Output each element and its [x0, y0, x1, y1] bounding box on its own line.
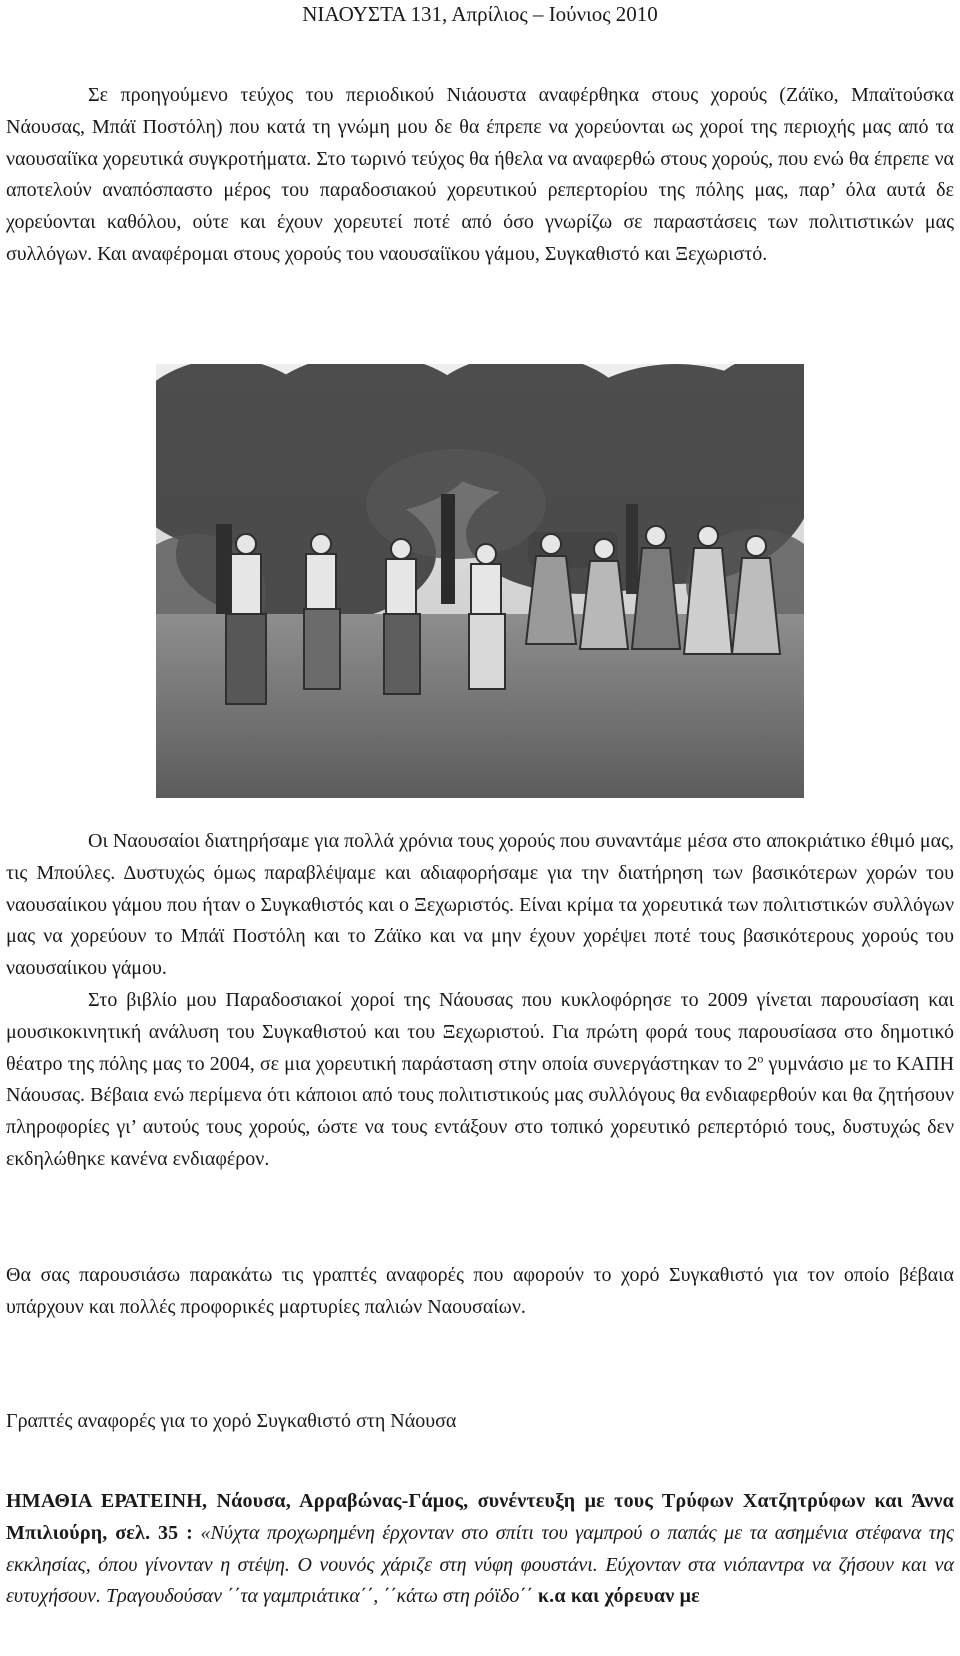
ordinal-superscript: ο	[757, 1050, 764, 1065]
paragraph-book-text: Στο βιβλίο μου Παραδοσιακοί χοροί της Νάουσας που κυκλοφόρησε το 2009 γίνεται παρουσίαση και μουσικοκινητική ανάλυση του Συγκαθιστού και του Ξεχωριστού. Για πρώτη φορά τους παρουσίασα στο δημοτικό θέατρο της πόλης μας το 2004, σε μια χορευτική παράσταση στην οποία συνεργάστηκαν το 2	[6, 989, 954, 1075]
citation-tail: κ.α και χόρευαν με	[532, 1585, 700, 1608]
dancers-photo	[156, 364, 804, 798]
citation-paragraph	[6, 1486, 954, 1613]
section-heading: Γραπτές αναφορές για το χορό Συγκαθιστό στη Νάουσα	[6, 1410, 457, 1432]
paragraph-written-references: Θα σας παρουσιάσω παρακάτω τις γραπτές αναφορές που αφορούν το χορό Συγκαθιστό για τον οποίο βέβαια υπάρχουν και πολλές προφορικές μαρτυρίες παλιών Ναουσαίων.	[6, 1264, 954, 1318]
paragraph-book-text-continued: γυμνάσιο με το ΚΑΠΗ Νάουσας. Βέβαια ενώ περίμενα ότι κάποιοι από τους πολιτιστικούς μας συλλόγους θα ενδιαφερθούν και θα ζητήσουν πληροφορίες γι’ αυτούς τους χορούς, ώστε να τους εντάξουν στο τοπικό χορευτικό ρεπερτόριό τους, δυστυχώς δεν εκδηλώθηκε κανένα ενδιαφέρον.	[6, 1052, 955, 1170]
page-header: ΝΙΑΟΥΣΤΑ 131, Απρίλιος – Ιούνιος 2010	[302, 2, 658, 26]
paragraph-book	[6, 985, 954, 1176]
intro-paragraph: Σε προηγούμενο τεύχος του περιοδικού Νιάουστα αναφέρθηκα στους χορούς (Ζάϊκο, Μπαϊτούσκα Νάουσας, Μπάϊ Ποστόλη) που κατά τη γνώμη μου δε θα έπρεπε να χορεύονται ως χοροί της περιοχής μας από τα ναουσαίϊκα χορευτικά συγκροτήματα. Στο τωρινό τεύχος θα ήθελα να αναφερθώ στους χορούς, που ενώ θα έπρεπε να αποτελούν αναπόσπαστο μέρος του παραδοσιακού χορευτικού ρεπερτορίου της πόλης μας, παρ’ όλα αυτά δε χορεύονται καθόλου, ούτε και έχουν χορευτεί ποτέ από όσο γνωρίζω σε παραστάσεις των πολιτιστικών μας συλλόγων. Και αναφέρομαι στους χορούς του ναουσαίϊκου γάμου, Συγκαθιστό και Ξεχωριστό.	[6, 84, 954, 265]
citation-quote: «Νύχτα προχωρημένη έρχονταν στο σπίτι του γαμπρού ο παπάς με τα ασημένια στέφανα της εκκλησίας, όπου γίνονταν η στέψη. Ο νουνός χάριζε στη νύφη φουστάνι. Εύχονταν στα νιόπαντρα να ζήσουν και να ευτυχήσουν. Τραγουδούσαν ΄΄τα γαμπριάτικα΄΄, ΄΄κάτω στη ρόϊδο΄΄	[6, 1521, 954, 1608]
photo-illustration	[156, 364, 804, 798]
citation-source: ΗΜΑΘΙΑ ΕΡΑΤΕΙΝΗ, Νάουσα, Αρραβώνας-Γάμος, συνέντευξη με τους Τρύφων Χατζητρύφων και Άννα Μπιλιούρη, σελ. 35 :	[6, 1490, 954, 1544]
paragraph-boules: Οι Ναουσαίοι διατηρήσαμε για πολλά χρόνια τους χορούς που συναντάμε μέσα στο αποκριάτικο έθιμό μας, τις Μπούλες. Δυστυχώς όμως παραβλέψαμε και αδιαφορήσαμε για την διατήρηση των βασικότερων χορών του ναουσαίικου γάμου που ήταν ο Συγκαθιστός και ο Ξεχωριστός. Είναι κρίμα τα χορευτικά των πολιτιστικών συλλόγων μας να χορεύουν το Μπάϊ Ποστόλη και το Ζάϊκο και να μην έχουν χορέψει ποτέ τους βασικότερους χορούς του ναουσαίικου γάμου.	[6, 830, 954, 980]
